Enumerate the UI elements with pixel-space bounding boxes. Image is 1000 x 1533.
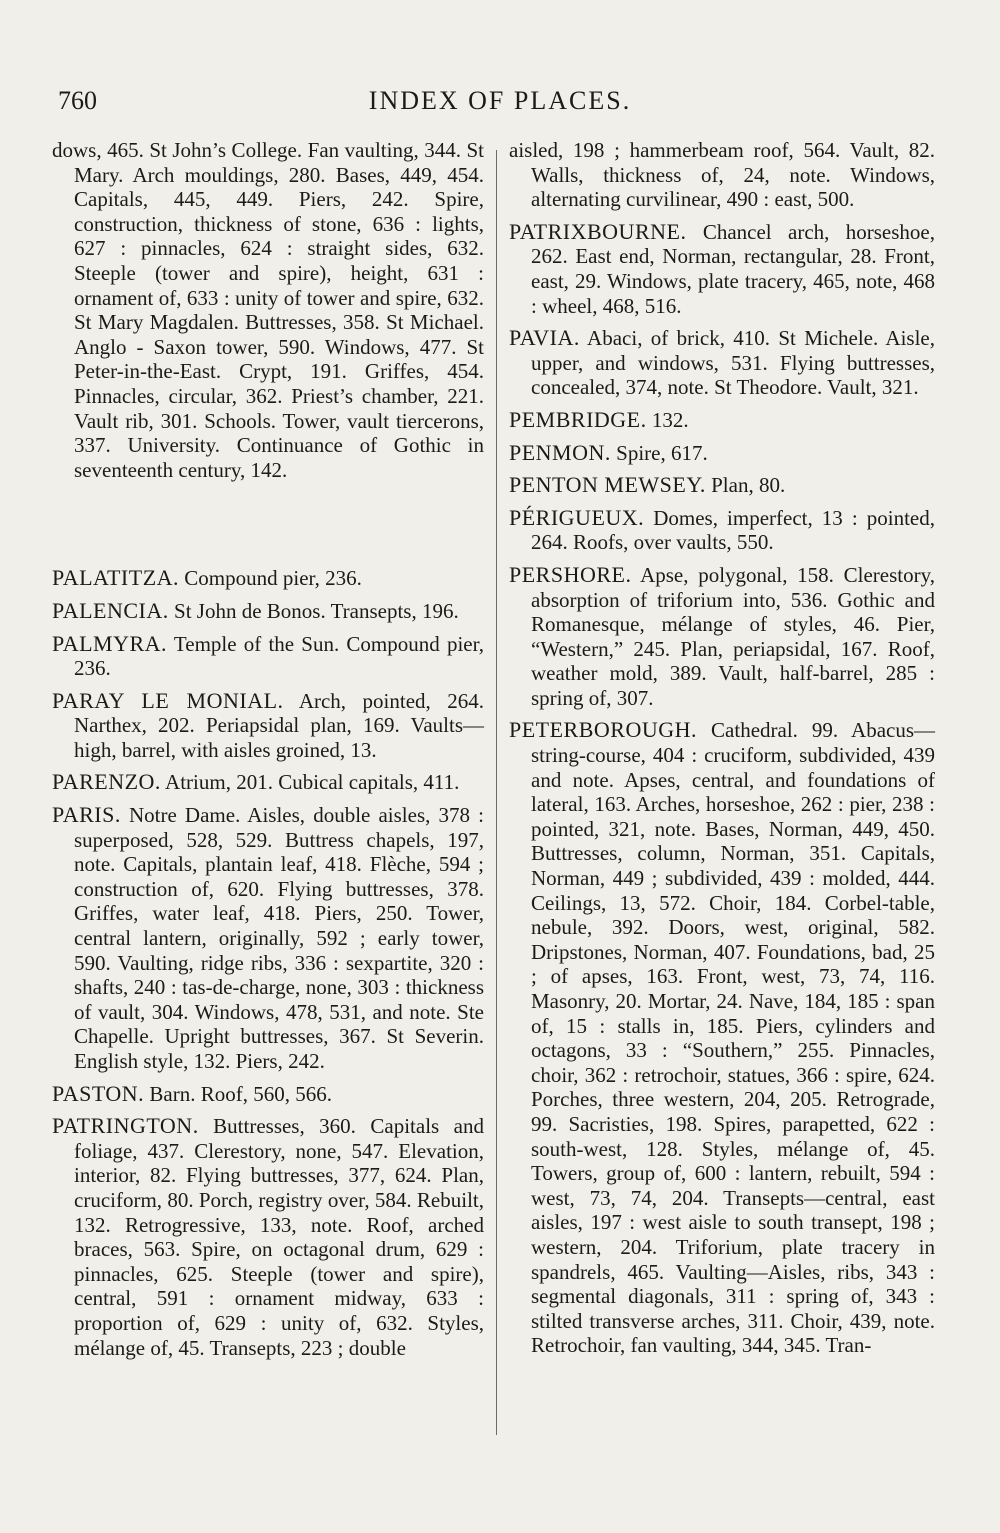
index-entry — [52, 599, 484, 624]
entry-heading: PENTON MEWSEY. — [509, 472, 706, 498]
index-entry — [509, 506, 935, 555]
entry-heading: PATRINGTON. — [52, 1113, 199, 1139]
entry-heading: PATRIXBOURNE. — [509, 218, 687, 244]
index-entry — [509, 473, 935, 498]
left-column — [52, 138, 484, 1360]
index-entry — [52, 803, 484, 1074]
entry-heading: PALMYRA. — [52, 630, 168, 656]
entry-heading: PARAY LE MONIAL. — [52, 687, 284, 713]
entry-text: Cathedral. 99. Abacus—string-course, 404 : cruciform, subdivided, 439 and note. Apses, central, and foundations of lateral, 163. Arches, horseshoe, 262 : pier, 238 : pointed, 321, note. Bases, Norman, 449, 450. Buttresses, column, Norman, 351. Capitals, Norman, 449 ; subdivided, 439 : molded, 444. Ceilings, 13, 572. Choir, 184. Corbel-table, nebule, 392. Doors, west, original, 582. Dripstones, Norman, 407. Foundations, bad, 25 ; of apses, 163. Front, west, 73, 74, 116. Masonry, 20. Mortar, 24. Nave, 184, 185 : span of, 15 : stalls in, 185. Piers, cylinders and octagons, 33 : “Southern,” 255. Pinnacles, choir, 362 : retrochoir, statues, 366 : spire, 624. Porches, three western, 204, 205. Retrograde, 99. Sacristies, 198. Spires, parapetted, 622 : south-west, 128. Styles, mélange of, 45. Towers, group of, 600 : lantern, rebuilt, 594 : west, 73, 74, 204. Transepts—central, east aisles, 197 : west aisle to south transept, 198 ; western, 204. Triforium, plate tracery in spandrels, 465. Vaulting—Aisles, ribs, 343 : segmental diagonals, 311 : spring of, 343 : stilted transverse arches, 311. Choir, 439, note. Retrochoir, fan vaulting, 344, 345. Tran- — [531, 718, 936, 1358]
index-entry — [52, 689, 484, 763]
entry-text: Chancel arch, horseshoe, 262. East end, Norman, rectangular, 28. Front, east, 29. Windows, plate tracery, 465, note, 468 : wheel, 468, 516. — [531, 219, 935, 318]
index-entry — [52, 1082, 484, 1107]
page-number: 760 — [58, 86, 97, 115]
entry-text: St John de Bonos. Transepts, 196. — [174, 598, 459, 623]
entry-text: Spire, 617. — [616, 440, 708, 465]
continued-entry: dows, 465. St John’s College. Fan vaulting, 344. St Mary. Arch mouldings, 280. Bases, 449, 454. Capitals, 445, 449. Piers, 242. Spire, construction, thickness of stone, 636 : lights, 627 : pinnacles, 624 : straight sides, 632. Steeple (tower and spire), height, 631 : ornament of, 633 : unity of tower and spire, 632. St Mary Magdalen. Buttresses, 358. St Michael. Anglo - Saxon tower, 590. Windows, 477. St Peter-in-the-East. Crypt, 191. Griffes, 454. Pinnacles, circular, 362. Priest’s chamber, 221. Vault rib, 301. Schools. Tower, vault tiercerons, 337. University. Continuance of Gothic in seventeenth century, 142. — [52, 138, 484, 482]
index-entry — [52, 770, 484, 795]
index-entry — [52, 566, 484, 591]
entry-heading: PASTON. — [52, 1080, 145, 1106]
continued-entry: aisled, 198 ; hammerbeam roof, 564. Vault, 82. Walls, thickness of, 24, note. Windows, alternating curvilinear, 490 : east, 500. — [509, 138, 935, 212]
index-entry — [509, 563, 935, 711]
entry-heading: PETERBOROUGH. — [509, 717, 698, 743]
entry-text: 132. — [651, 407, 689, 432]
index-entry — [509, 326, 935, 400]
index-entry — [509, 408, 935, 433]
entry-heading: PALENCIA. — [52, 597, 169, 623]
entry-text: Abaci, of brick, 410. St Michele. Aisle, upper, and windows, 531. Flying buttresses, concealed, 374, note. St Theodore. Vault, 321. — [531, 326, 935, 400]
entry-text: Plan, 80. — [711, 473, 786, 498]
running-header — [0, 86, 1000, 122]
entry-heading: PAVIA. — [509, 325, 580, 351]
index-entry — [52, 632, 484, 681]
entry-heading: PARENZO. — [52, 769, 161, 795]
entry-text: Arch, pointed, 264. Narthex, 202. Periapsidal plan, 169. Vaults—high, barrel, with aisles groined, 13. — [74, 688, 484, 762]
column-divider — [496, 150, 497, 1435]
index-entry — [509, 718, 935, 1357]
entry-text: Buttresses, 360. Capitals and foliage, 437. Clerestory, none, 547. Elevation, interior, 82. Flying buttresses, 377, 624. Plan, cruciform, 80. Porch, registry over, 584. Rebuilt, 132. Retrogressive, 133, note. Roof, arched braces, 563. Spire, on octagonal drum, 629 : pinnacles, 625. Steeple (tower and spire), central, 591 : ornament midway, 633 : proportion of, 629 : unity of, 632. Styles, mélange of, 45. Transepts, 223 ; double — [74, 1114, 484, 1360]
entry-text: Compound pier, 236. — [184, 566, 362, 591]
running-title: INDEX OF PLACES. — [368, 86, 632, 115]
entry-text: Notre Dame. Aisles, double aisles, 378 : superposed, 528, 529. Buttress chapels, 197, note. Capitals, plantain leaf, 418. Flèche, 594 ; construction of, 620. Flying buttresses, 378. Griffes, water leaf, 418. Piers, 250. Tower, central lantern, originally, 592 ; early tower, 590. Vaulting, ridge ribs, 336 : sexpartite, 320 : shafts, 240 : tas-de-charge, none, 303 : thickness of vault, 304. Windows, 478, 531, and note. Ste Chapelle. Upright buttresses, 367. St Severin. English style, 132. Piers, 242. — [74, 803, 484, 1073]
index-entry — [52, 1114, 484, 1360]
entry-heading: PARIS. — [52, 802, 121, 828]
entry-text: Apse, polygonal, 158. Clerestory, absorption of triforium into, 536. Gothic and Romanesque, mélange of styles, 46. Pier, “Western,” 245. Plan, periapsidal, 167. Roof, weather mold, 389. Vault, half-barrel, 285 : spring of, 307. — [531, 562, 936, 710]
right-column — [509, 138, 935, 1358]
entry-heading: PEMBRIDGE. — [509, 406, 647, 432]
entry-text: Temple of the Sun. Compound pier, 236. — [74, 631, 485, 681]
entry-text: Barn. Roof, 560, 566. — [149, 1081, 332, 1106]
entry-heading: PENMON. — [509, 439, 611, 465]
entry-text: Atrium, 201. Cubical capitals, 411. — [165, 770, 460, 795]
entry-heading: PÉRIGUEUX. — [509, 504, 645, 530]
entry-text: Domes, imperfect, 13 : pointed, 264. Roofs, over vaults, 550. — [531, 505, 935, 555]
index-entry — [509, 220, 935, 318]
entry-heading: PERSHORE. — [509, 561, 632, 587]
entry-heading: PALATITZA. — [52, 565, 180, 591]
index-entry — [509, 441, 935, 466]
